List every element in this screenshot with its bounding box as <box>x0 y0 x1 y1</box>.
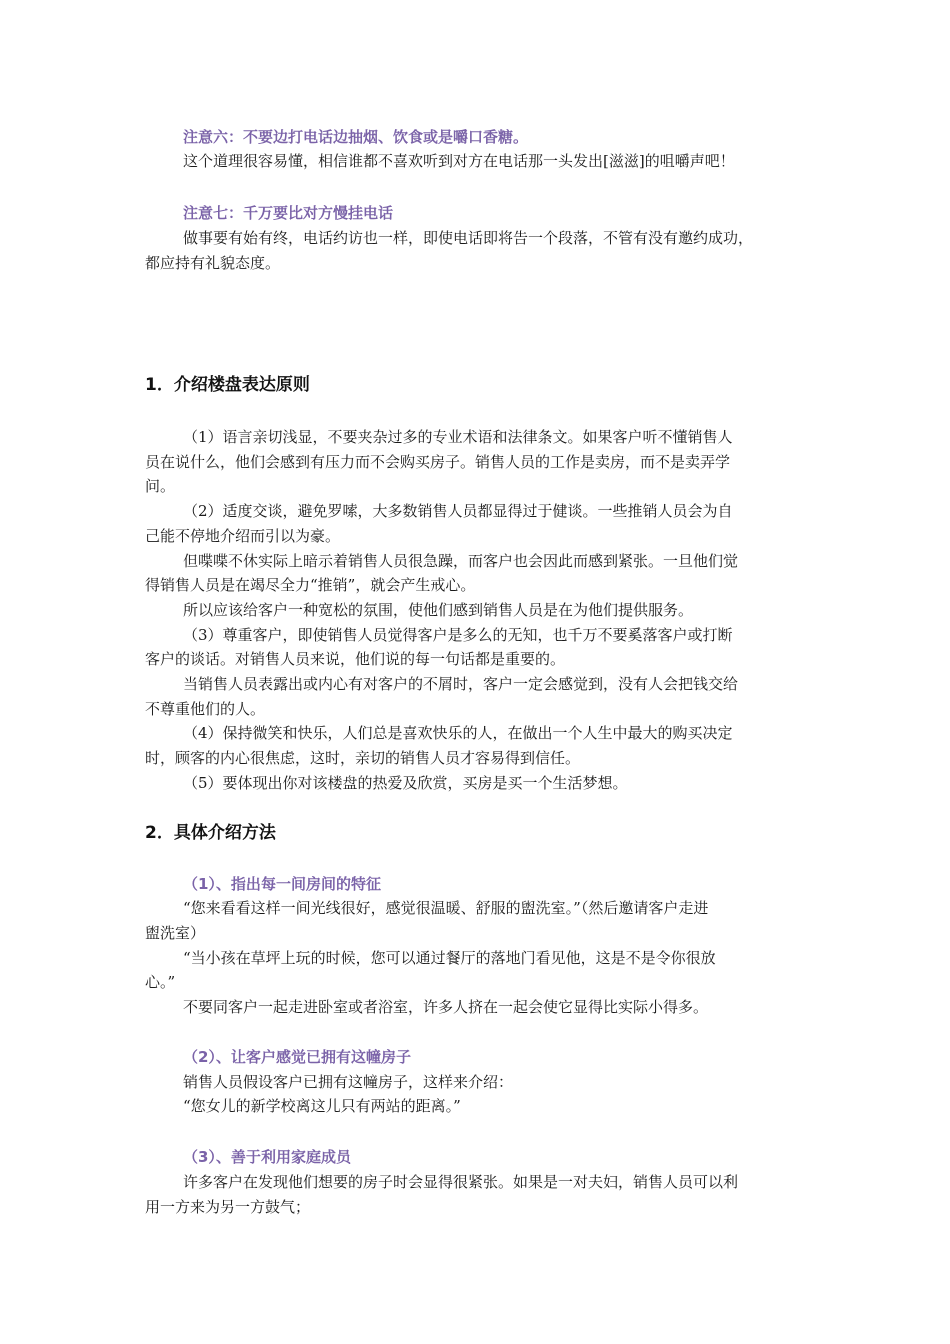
section-1-line: 得销售人员是在竭尽全力“推销”，就会产生戒心。 <box>145 576 476 594</box>
subsection-1-line: “当小孩在草坪上玩的时候，您可以通过餐厅的落地门看见他，这是不是令你很放 <box>183 949 716 967</box>
subsection-1-title: （1）、指出每一间房间的特征 <box>183 875 381 893</box>
subsection-3-line: 许多客户在发现他们想要的房子时会显得很紧张。如果是一对夫妇，销售人员可以利 <box>183 1173 739 1191</box>
note-six-title: 注意六：不要边打电话边抽烟、饮食或是嚼口香糖。 <box>183 128 529 146</box>
section-1-line: 不尊重他们的人。 <box>145 700 266 718</box>
subsection-3-title: （3）、善于利用家庭成员 <box>183 1148 351 1166</box>
section-1-line: （4）保持微笑和快乐，人们总是喜欢快乐的人，在做出一个人生中最大的购买决定 <box>183 724 733 742</box>
subsection-2-title: （2）、让客户感觉已拥有这幢房子 <box>183 1048 411 1066</box>
section-1-line: 己能不停地介绍而引以为豪。 <box>145 527 341 545</box>
section-1-line: 当销售人员表露出或内心有对客户的不屑时，客户一定会感觉到，没有人会把钱交给 <box>183 675 739 693</box>
section-1-line: （2）适度交谈，避免罗嗦，大多数销售人员都显得过于健谈。一些推销人员会为自 <box>183 502 733 520</box>
subsection-1-line: “您来看看这样一间光线很好，感觉很温暖、舒服的盥洗室。”（然后邀请客户走进 <box>183 899 709 917</box>
subsection-2-line: “您女儿的新学校离这儿只有两站的距离。” <box>183 1097 461 1115</box>
subsection-2-line: 销售人员假设客户已拥有这幢房子，这样来介绍： <box>183 1073 514 1091</box>
section-1-line: 但喋喋不休实际上暗示着销售人员很急躁，而客户也会因此而感到紧张。一旦他们觉 <box>183 552 739 570</box>
section-1-line: 问。 <box>145 477 176 495</box>
section-1-line: 时，顾客的内心很焦虑，这时，亲切的销售人员才容易得到信任。 <box>145 749 581 767</box>
note-six-body: 这个道理很容易懂，相信谁都不喜欢听到对方在电话那一头发出[滋滋]的咀嚼声吧！ <box>183 152 735 170</box>
subsection-3-line: 用一方来为另一方鼓气； <box>145 1198 311 1216</box>
section-1-heading: 1．介绍楼盘表达原则 <box>145 375 310 395</box>
section-1-line: （1）语言亲切浅显，不要夹杂过多的专业术语和法律条文。如果客户听不懂销售人 <box>183 428 733 446</box>
subsection-1-line: 盥洗室） <box>145 924 206 942</box>
section-1-line: （5）要体现出你对该楼盘的热爱及欣赏，买房是买一个生活梦想。 <box>183 774 628 792</box>
section-1-line: 员在说什么，他们会感到有压力而不会购买房子。销售人员的工作是卖房，而不是卖弄学 <box>145 453 731 471</box>
section-2-heading: 2．具体介绍方法 <box>145 823 276 843</box>
section-1-line: 所以应该给客户一种宽松的氛围，使他们感到销售人员是在为他们提供服务。 <box>183 601 694 619</box>
note-seven-body-line-1: 做事要有始有终，电话约访也一样，即使电话即将告一个段落，不管有没有邀约成功， <box>183 229 754 247</box>
subsection-1-line: 心。” <box>145 973 176 991</box>
note-seven-title: 注意七：千万要比对方慢挂电话 <box>183 204 394 222</box>
section-1-line: 客户的谈话。对销售人员来说，他们说的每一句话都是重要的。 <box>145 650 566 668</box>
subsection-1-line: 不要同客户一起走进卧室或者浴室，许多人挤在一起会使它显得比实际小得多。 <box>183 998 709 1016</box>
note-seven-body-line-2: 都应持有礼貌态度。 <box>145 254 281 272</box>
section-1-line: （3）尊重客户，即使销售人员觉得客户是多么的无知，也千万不要奚落客户或打断 <box>183 626 733 644</box>
